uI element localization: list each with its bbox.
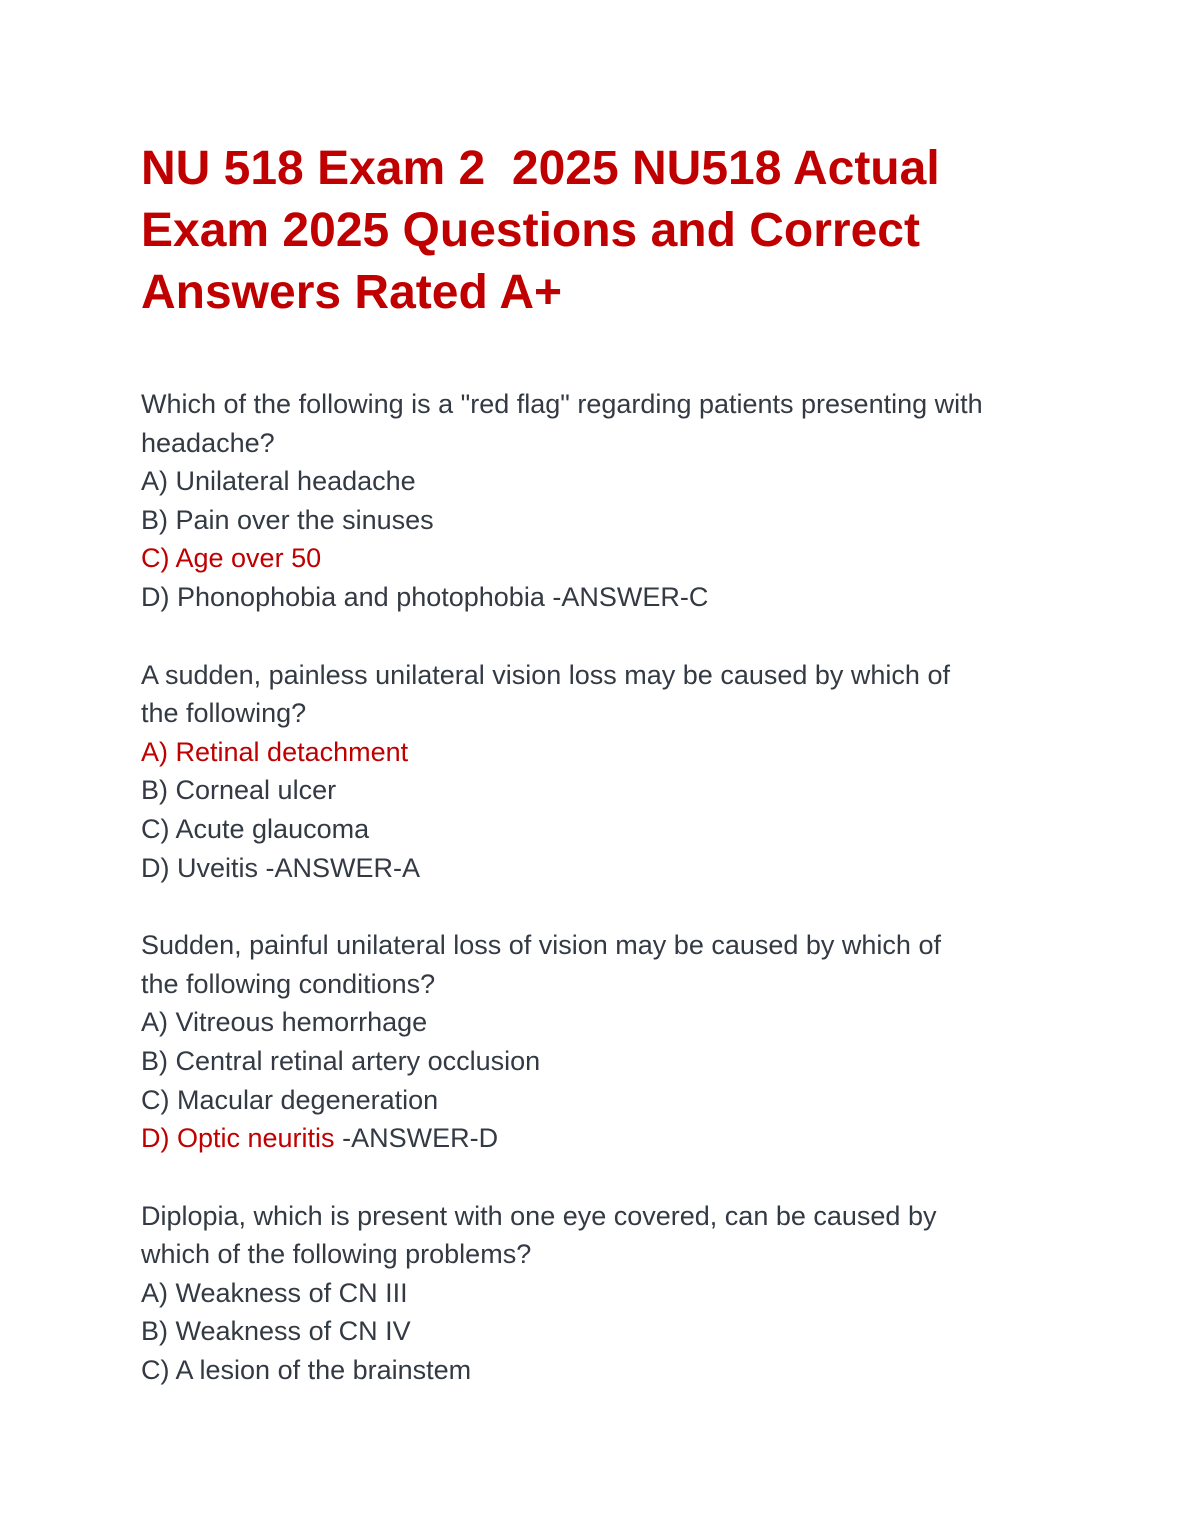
question-stem-line: the following? bbox=[141, 698, 307, 729]
question-3 bbox=[141, 926, 1061, 1158]
answer-key: -ANSWER-A bbox=[265, 852, 421, 883]
answer-option: B) Central retinal artery occlusion bbox=[141, 1045, 541, 1076]
question-1 bbox=[141, 385, 1061, 617]
answer-option-line bbox=[141, 1119, 1061, 1158]
correct-answer-option: C) Age over 50 bbox=[141, 543, 322, 574]
answer-option: D) Uveitis bbox=[141, 852, 259, 883]
question-4 bbox=[141, 1197, 1061, 1390]
answer-option: B) Weakness of CN IV bbox=[141, 1316, 411, 1347]
question-stem-line: Sudden, painful unilateral loss of vision may be caused by which of bbox=[141, 930, 941, 961]
question-list bbox=[141, 385, 1061, 1390]
answer-option: B) Pain over the sinuses bbox=[141, 504, 434, 535]
question-2 bbox=[141, 656, 1061, 888]
question-stem-line: headache? bbox=[141, 427, 275, 458]
answer-option: C) Acute glaucoma bbox=[141, 813, 370, 844]
title-line: Answers Rated A+ bbox=[141, 266, 563, 319]
question-stem-line: Which of the following is a "red flag" regarding patients presenting with bbox=[141, 389, 983, 419]
title-line: NU 518 Exam 2 2025 NU518 Actual bbox=[141, 142, 940, 195]
answer-key: -ANSWER-D bbox=[342, 1123, 499, 1154]
answer-option: A) Weakness of CN III bbox=[141, 1277, 408, 1308]
question-stem-line: the following conditions? bbox=[141, 968, 436, 999]
answer-option-line bbox=[141, 849, 1061, 888]
correct-answer-option: A) Retinal detachment bbox=[141, 736, 409, 767]
title-line: Exam 2025 Questions and Correct bbox=[141, 204, 920, 257]
question-stem-line: Diplopia, which is present with one eye covered, can be caused by bbox=[141, 1200, 937, 1231]
answer-option: C) Macular degeneration bbox=[141, 1084, 439, 1115]
document-title bbox=[141, 138, 1061, 324]
answer-key: -ANSWER-C bbox=[552, 581, 709, 612]
answer-option-line bbox=[141, 578, 1061, 617]
answer-option: A) Vitreous hemorrhage bbox=[141, 1007, 428, 1038]
answer-option: D) Phonophobia and photophobia bbox=[141, 581, 545, 612]
answer-option: B) Corneal ulcer bbox=[141, 775, 337, 806]
answer-option: C) A lesion of the brainstem bbox=[141, 1355, 472, 1386]
question-stem-line: A sudden, painless unilateral vision loss may be caused by which of bbox=[141, 659, 950, 690]
correct-answer-option: D) Optic neuritis bbox=[141, 1123, 335, 1154]
question-stem-line: which of the following problems? bbox=[141, 1239, 532, 1270]
document-page bbox=[141, 138, 1061, 1390]
answer-option: A) Unilateral headache bbox=[141, 466, 416, 497]
